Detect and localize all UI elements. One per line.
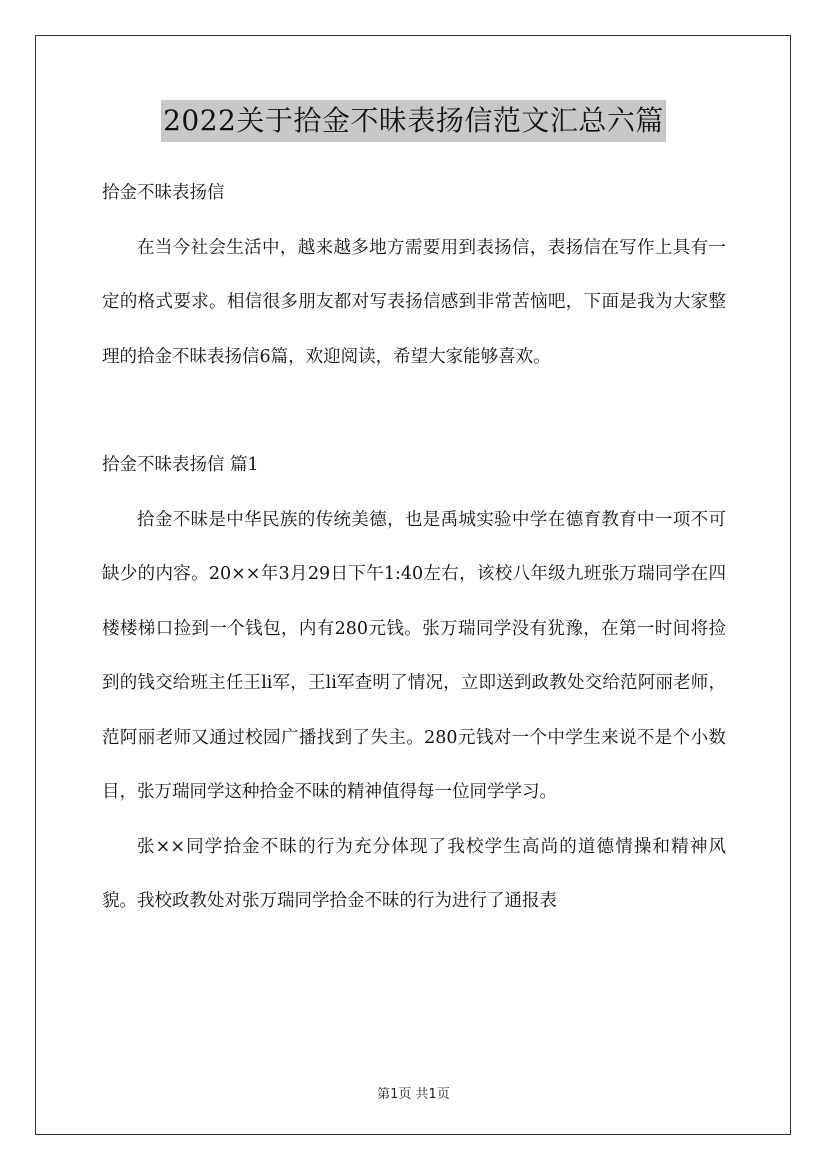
- body-paragraph: 拾金不昧是中华民族的传统美德，也是禹城实验中学在德育教育中一项不可缺少的内容。20××年3月29日下午1:40左右，该校八年级九班张万瑞同学在四楼楼梯口捡到一个钱包，内有280元钱。张万瑞同学没有犹豫，在第一时间将捡到的钱交给班主任王li军，王li军查明了情况，立即送到政教处交给范阿丽老师，范阿丽老师又通过校园广播找到了失主。280元钱对一个中学生来说不是个小数目，张万瑞同学这种拾金不昧的精神值得每一位同学学习。: [102, 509, 726, 802]
- article-heading: 拾金不昧表扬信 篇1: [102, 455, 259, 475]
- body-paragraph: 张××同学拾金不昧的行为充分体现了我校学生高尚的道德情操和精神风貌。我校政教处对张万瑞同学拾金不昧的行为进行了通报表: [102, 836, 726, 911]
- page-footer: 第1页 共1页: [377, 1087, 450, 1102]
- document-body: [102, 166, 726, 929]
- document-title: 2022关于拾金不昧表扬信范文汇总六篇: [161, 100, 666, 142]
- section-heading: 拾金不昧表扬信: [102, 183, 225, 203]
- title-container: [0, 100, 827, 142]
- intro-paragraph: 在当今社会生活中，越来越多地方需要用到表扬信，表扬信在写作上具有一定的格式要求。相信很多朋友都对写表扬信感到非常苦恼吧，下面是我为大家整理的拾金不昧表扬信6篇，欢迎阅读，希望大家能够喜欢。: [102, 237, 726, 367]
- section-spacer: [102, 384, 726, 438]
